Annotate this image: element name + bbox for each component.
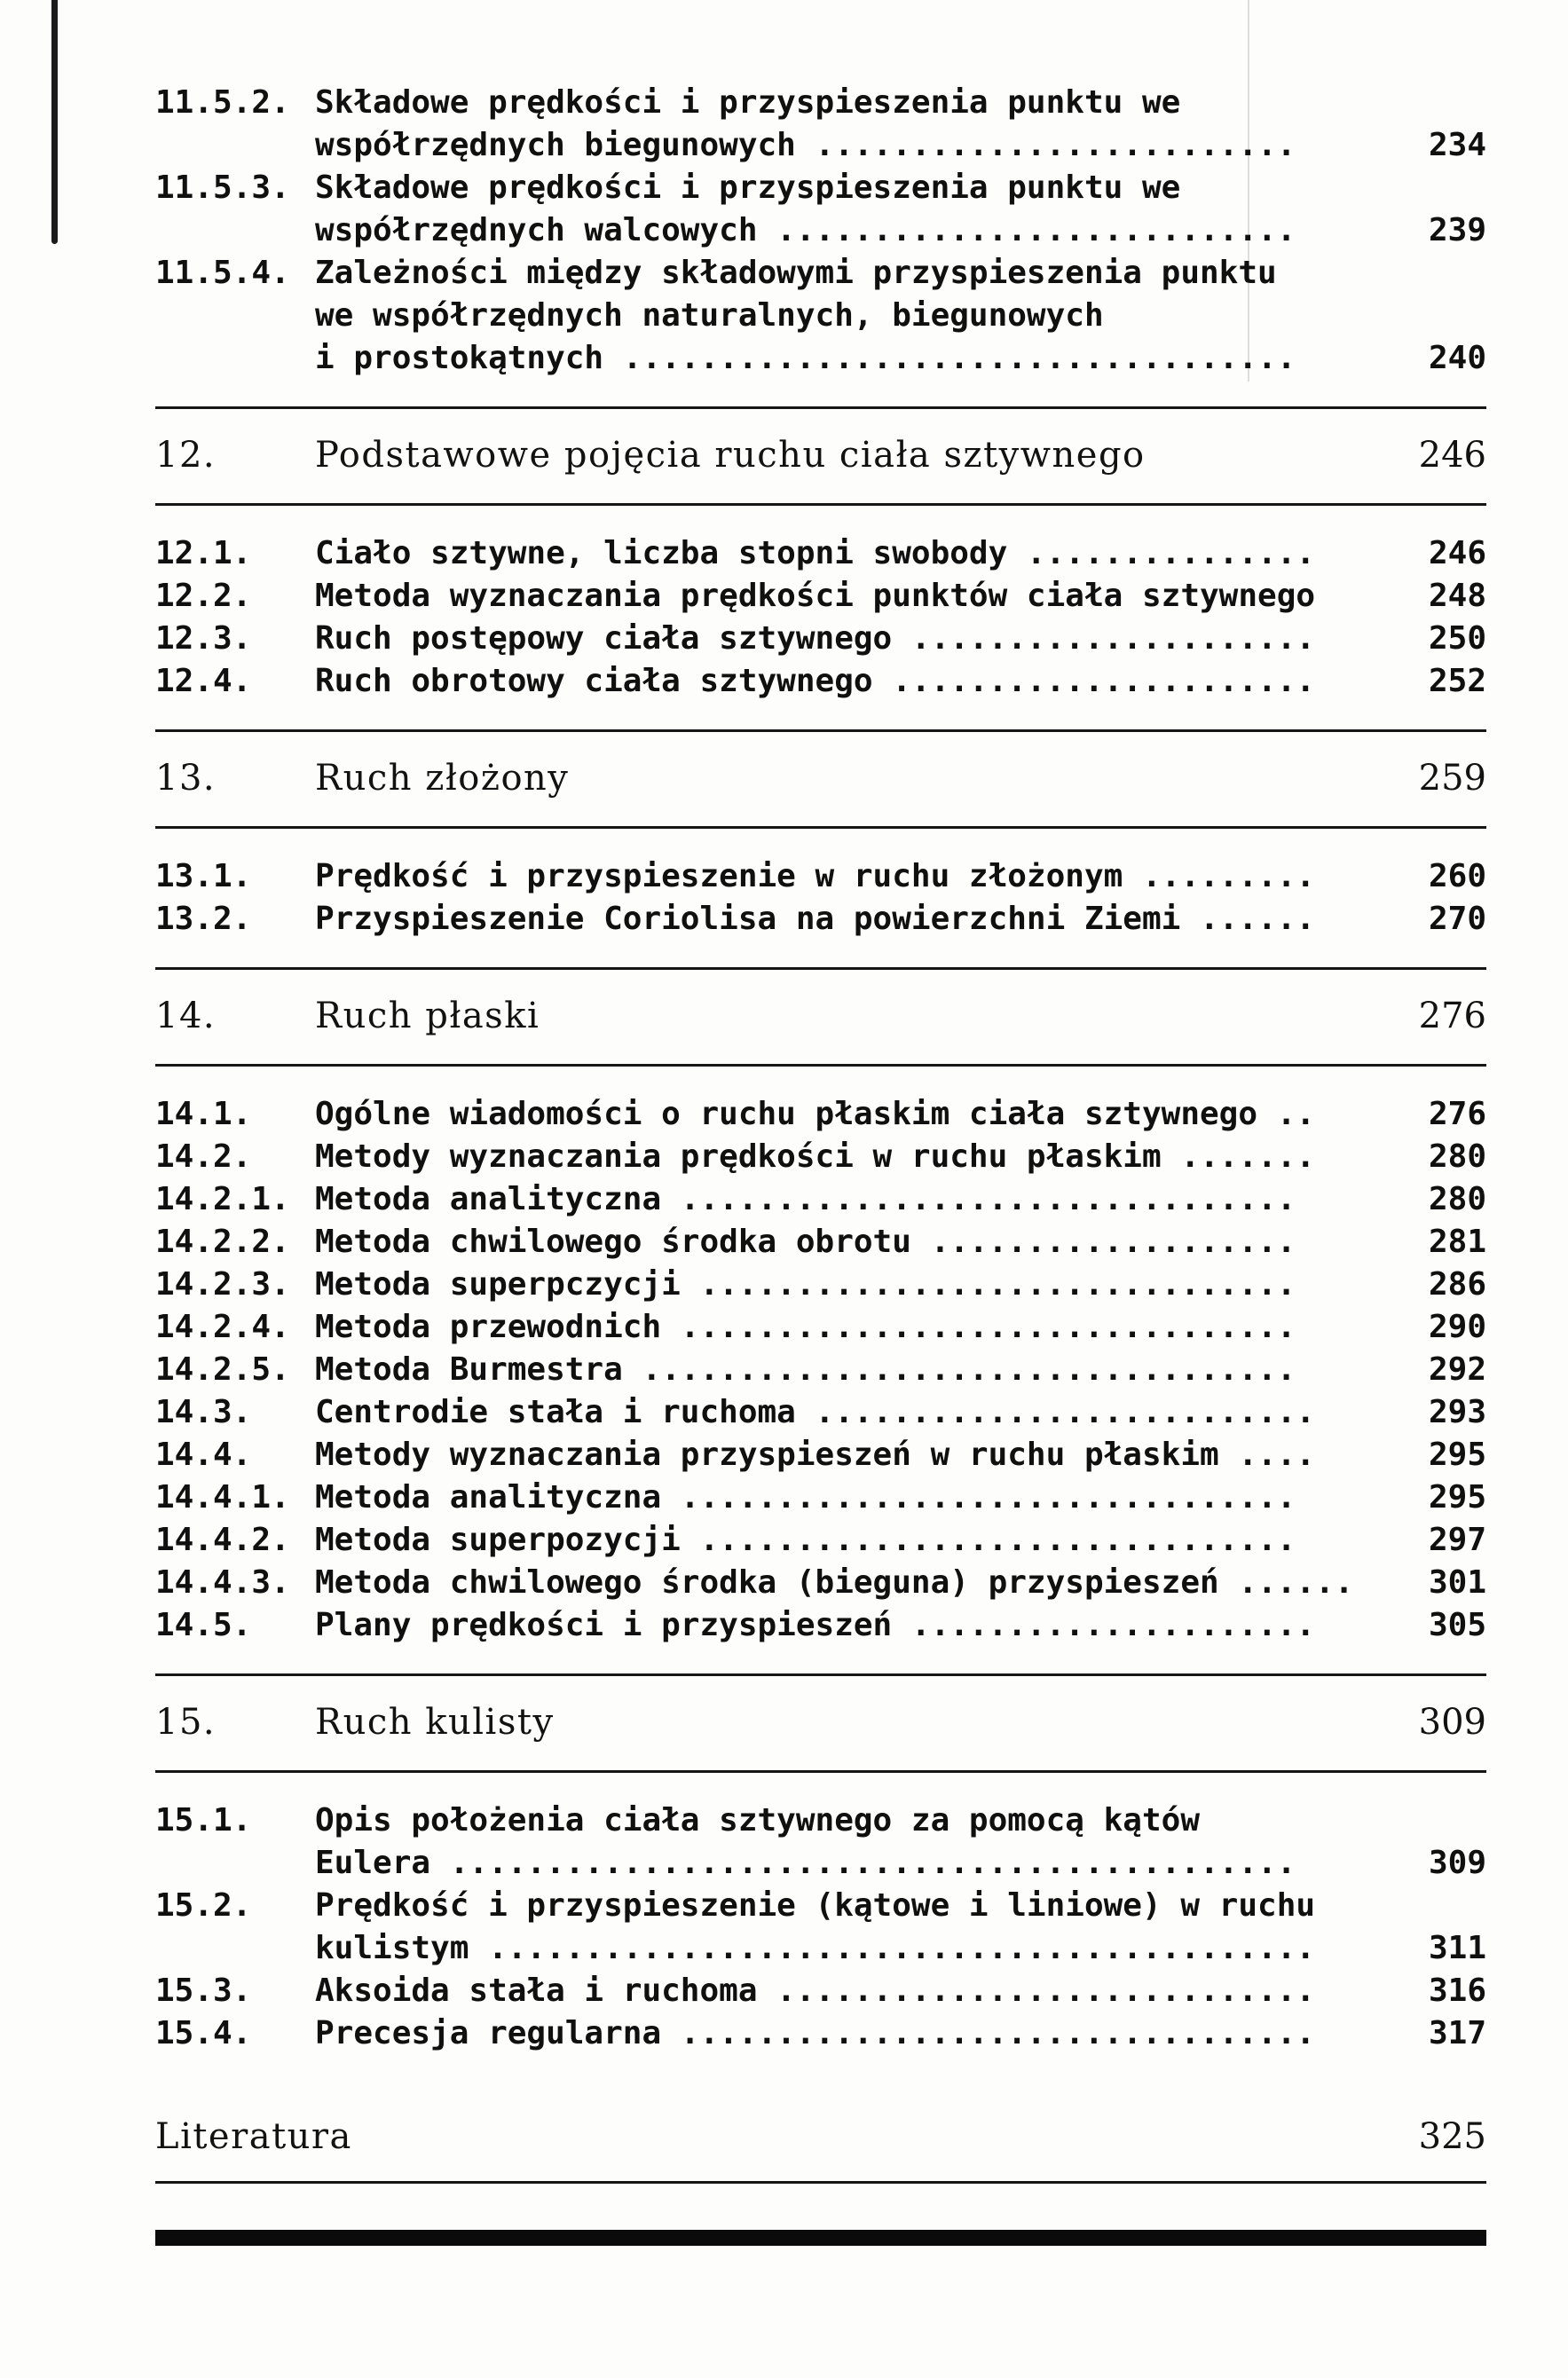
toc-entry-line: Opis położenia ciała sztywnego za pomocą kątów [315,1802,1200,1839]
toc-entry-line: Metoda analityczna ................................ [315,1181,1296,1217]
toc-entry-title [315,1178,1402,1221]
toc-entry-line: Składowe prędkości i przyspieszenia punktu we [315,169,1181,206]
toc-entry-page: 239 [1428,212,1486,248]
literatura-label: Literatura [155,2116,352,2157]
toc-entry-number: 14.2. [155,1138,252,1175]
toc-entry-line: Metoda wyznaczania prędkości punktów ciała sztywnego [315,578,1316,614]
toc-entry [155,1264,1486,1306]
toc-entry-page: 295 [1428,1479,1486,1516]
literatura-page: 325 [1418,2116,1486,2157]
toc-entry [155,660,1486,703]
toc-entry-line: Składowe prędkości i przyspieszenia punktu we [315,84,1181,121]
chapter-page: 259 [1418,758,1486,799]
toc-entry [155,2012,1486,2055]
toc-entry-number: 14.2.4. [155,1309,290,1345]
toc-entry [155,1434,1486,1476]
toc-entry-title [315,1604,1402,1647]
toc-entry-page: 252 [1428,663,1486,699]
toc-entry-page: 250 [1428,620,1486,657]
toc-item-group [155,829,1486,967]
toc-entry-number: 14.2.2. [155,1224,290,1260]
toc-entry-number: 11.5.2. [155,84,290,121]
toc-entry-page: 295 [1428,1437,1486,1473]
toc-entry-line: Zależności między składowymi przyspieszenia punktu [315,255,1277,291]
toc-entry [155,532,1486,575]
chapter-page: 276 [1418,996,1486,1036]
chapter-title: Ruch złożony [315,758,570,799]
chapter-page: 309 [1418,1702,1486,1743]
toc-entry-title [315,660,1402,703]
toc-entry-line: Ogólne wiadomości o ruchu płaskim ciała sztywnego .. [315,1096,1316,1132]
toc-entry-title [315,1519,1402,1562]
scan-artifact-left [51,0,58,244]
toc-entry-title [315,1391,1402,1434]
toc-entry-line: Ruch obrotowy ciała sztywnego ...................... [315,663,1316,699]
toc-entry-title [315,1264,1402,1306]
toc-entry-page: 246 [1428,535,1486,571]
toc-entry [155,1093,1486,1136]
toc-entry-number: 14.4.2. [155,1522,290,1558]
toc-entry-page: 297 [1428,1522,1486,1558]
toc-body [155,82,1486,2082]
toc-entry-page: 292 [1428,1351,1486,1388]
toc-entry-page: 293 [1428,1394,1486,1430]
toc-entry-page: 270 [1428,901,1486,937]
chapter-page: 246 [1418,435,1486,476]
toc-entry-number: 13.1. [155,858,252,894]
bottom-rule [155,2230,1486,2246]
toc-entry [155,1604,1486,1647]
toc-entry-number: 12.4. [155,663,252,699]
toc-entry-title [315,532,1402,575]
toc-entry-line: Metoda superpozycji ............................... [315,1522,1296,1558]
toc-entry-title [315,1221,1402,1264]
toc-entry [155,1306,1486,1349]
toc-entry-line: Przyspieszenie Coriolisa na powierzchni Ziemi ...... [315,901,1316,937]
toc-entry-number: 15.2. [155,1887,252,1924]
toc-entry-title [315,167,1402,252]
toc-entry-line: Prędkość i przyspieszenie w ruchu złożonym ......... [315,858,1316,894]
toc-entry-line: Ruch postępowy ciała sztywnego ..................... [315,620,1316,657]
toc-entry-title [315,1562,1402,1604]
toc-entry-line: współrzędnych biegunowych ......................... [315,127,1296,163]
toc-entry [155,1391,1486,1434]
toc-entry [155,1970,1486,2012]
toc-entry [155,1349,1486,1391]
toc-entry-page: 281 [1428,1224,1486,1260]
chapter-heading [155,1673,1486,1773]
toc-entry-title [315,1434,1402,1476]
toc-entry-title [315,1970,1402,2012]
toc-entry [155,1799,1486,1885]
chapter-number: 14. [155,996,217,1036]
toc-entry-line: Metoda analityczna ................................ [315,1479,1296,1516]
toc-entry-page: 305 [1428,1607,1486,1643]
toc-entry-number: 15.1. [155,1802,252,1839]
toc-entry [155,252,1486,380]
toc-entry-number: 12.1. [155,535,252,571]
toc-item-group [155,82,1486,406]
toc-entry-line: Metoda chwilowego środka obrotu ................... [315,1224,1296,1260]
toc-entry-page: 280 [1428,1181,1486,1217]
toc-entry-page: 234 [1428,127,1486,163]
toc-entry-line: Metoda chwilowego środka (bieguna) przyspieszeń ...... [315,1564,1354,1601]
toc-entry-page: 301 [1428,1564,1486,1601]
toc-entry-title [315,855,1402,898]
toc-entry [155,1476,1486,1519]
toc-entry-line: Prędkość i przyspieszenie (kątowe i liniowe) w ruchu [315,1887,1316,1924]
toc-item-group [155,1067,1486,1673]
toc-entry-title [315,252,1402,380]
literatura-heading [155,2114,1486,2184]
toc-entry-title [315,1885,1402,1970]
toc-item-group [155,1773,1486,2082]
toc-entry-title [315,1799,1402,1885]
toc-entry [155,575,1486,618]
toc-entry-page: 260 [1428,858,1486,894]
chapter-title: Podstawowe pojęcia ruchu ciała sztywnego [315,435,1146,476]
toc-entry-line: Metoda Burmestra .................................. [315,1351,1296,1388]
toc-entry-number: 14.2.3. [155,1266,290,1303]
toc-content [155,82,1486,2246]
toc-entry-title [315,1136,1402,1178]
toc-entry [155,1221,1486,1264]
toc-entry-line: we współrzędnych naturalnych, biegunowych [315,297,1104,334]
toc-entry-page: 290 [1428,1309,1486,1345]
toc-entry-title [315,1476,1402,1519]
toc-entry [155,1885,1486,1970]
toc-entry [155,82,1486,167]
toc-entry-page: 316 [1428,1972,1486,2009]
toc-entry-page: 286 [1428,1266,1486,1303]
toc-entry-number: 15.4. [155,2015,252,2051]
toc-entry-number: 14.4.1. [155,1479,290,1516]
toc-entry-title [315,618,1402,660]
toc-entry [155,618,1486,660]
toc-entry-number: 14.2.1. [155,1181,290,1217]
toc-entry-line: Aksoida stała i ruchoma ............................ [315,1972,1316,2009]
chapter-heading [155,406,1486,506]
toc-entry-title [315,1306,1402,1349]
toc-entry-line: i prostokątnych ................................... [315,340,1296,376]
toc-entry-line: Plany prędkości i przyspieszeń ..................... [315,1607,1316,1643]
toc-entry-title [315,1349,1402,1391]
toc-entry-page: 276 [1428,1096,1486,1132]
toc-entry-line: Metody wyznaczania przyspieszeń w ruchu płaskim .... [315,1437,1316,1473]
toc-entry [155,1562,1486,1604]
toc-entry [155,1519,1486,1562]
toc-entry-number: 14.3. [155,1394,252,1430]
chapter-title: Ruch kulisty [315,1702,555,1743]
toc-entry-number: 14.2.5. [155,1351,290,1388]
toc-entry-title [315,1093,1402,1136]
chapter-heading [155,967,1486,1067]
chapter-number: 12. [155,435,217,476]
toc-entry-page: 311 [1428,1930,1486,1966]
toc-entry-page: 280 [1428,1138,1486,1175]
chapter-number: 15. [155,1702,217,1743]
toc-entry [155,855,1486,898]
toc-entry-title [315,898,1402,941]
toc-entry-number: 14.4.3. [155,1564,290,1601]
toc-entry-line: kulistym ........................................... [315,1930,1316,1966]
chapter-title: Ruch płaski [315,996,540,1036]
toc-entry-title [315,82,1402,167]
toc-entry-line: współrzędnych walcowych ........................... [315,212,1296,248]
toc-entry-number: 12.2. [155,578,252,614]
toc-entry-number: 14.4. [155,1437,252,1473]
toc-entry-number: 14.5. [155,1607,252,1643]
toc-entry-line: Metoda przewodnich ................................ [315,1309,1296,1345]
toc-entry-page: 248 [1428,578,1486,614]
toc-entry-line: Eulera ............................................ [315,1845,1296,1881]
toc-entry-number: 12.3. [155,620,252,657]
toc-entry-line: Ciało sztywne, liczba stopni swobody ............... [315,535,1316,571]
toc-entry-number: 13.2. [155,901,252,937]
toc-entry-number: 11.5.3. [155,169,290,206]
toc-entry-line: Centrodie stała i ruchoma .......................... [315,1394,1316,1430]
toc-entry-line: Precesja regularna ................................. [315,2015,1316,2051]
toc-entry-page: 240 [1428,340,1486,376]
toc-entry [155,898,1486,941]
toc-item-group [155,506,1486,729]
toc-entry-title [315,575,1402,618]
toc-entry-page: 317 [1428,2015,1486,2051]
toc-entry-number: 11.5.4. [155,255,290,291]
toc-entry [155,1136,1486,1178]
chapter-number: 13. [155,758,217,799]
toc-entry-number: 15.3. [155,1972,252,2009]
chapter-heading [155,729,1486,829]
toc-entry-number: 14.1. [155,1096,252,1132]
toc-entry-title [315,2012,1402,2055]
toc-entry-page: 309 [1428,1845,1486,1881]
toc-entry-line: Metoda superpczycji ............................... [315,1266,1296,1303]
toc-entry [155,1178,1486,1221]
toc-entry-line: Metody wyznaczania prędkości w ruchu płaskim ....... [315,1138,1316,1175]
toc-entry [155,167,1486,252]
